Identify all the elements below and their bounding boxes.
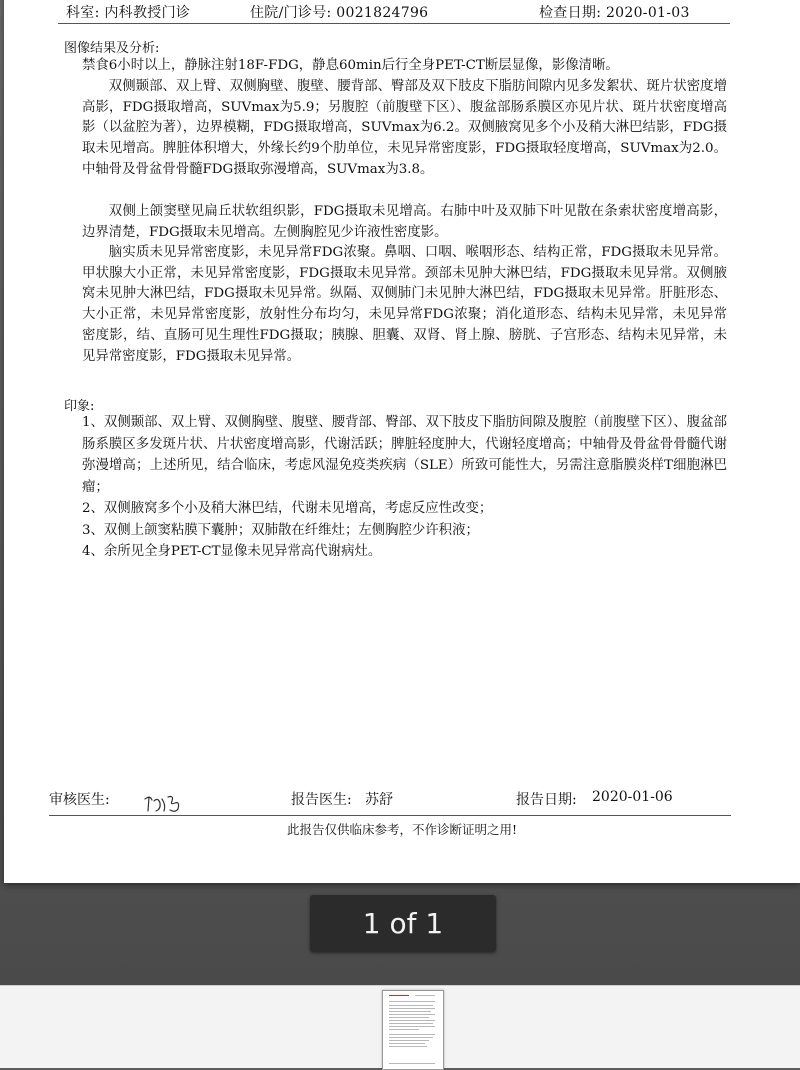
report-date: 2020-01-06 xyxy=(592,789,673,805)
report-date-label: 报告日期: xyxy=(516,792,577,808)
reviewer-label: 审核医生: xyxy=(49,792,110,808)
disclaimer-text: 此报告仅供临床参考，不作诊断证明之用! xyxy=(286,822,518,837)
thumbnail-strip xyxy=(0,985,800,1068)
impression-item: 3、双侧上颌窦粘膜下囊肿；双肺散在纤维灶；左侧胸腔少许积液； xyxy=(82,522,479,538)
findings-title: 图像结果及分析: xyxy=(64,41,160,56)
findings-paragraph: 双侧颞部、双上臂、双侧胸壁、腹壁、腰背部、臀部及双下肢皮下脂肪间隙内见多发絮状、斑片状密度增高影，FDG摄取增高，SUVmax为5.9；另腹腔（前腹壁下区）、腹盆部肠系膜区亦见片状、斑片状密度增高影（以盆腔为著），边界模糊，FDG摄取增高，SUVmax为6.2。双侧腋窝见多个小及稍大淋巴结影，FDG摄取未见增高。脾脏体积增大，外缘长约9个肋单位，未见异常密度影，FDG摄取轻度增高，SUVmax为2.0。中轴骨及骨盆骨骨髓FDG摄取弥漫增高，SUVmax为3.8。 xyxy=(82,79,727,177)
page-thumbnail[interactable] xyxy=(382,990,444,1070)
reporter-name: 苏舒 xyxy=(365,792,393,808)
report-page xyxy=(4,0,800,883)
header-divider xyxy=(58,23,730,24)
impression-item: 2、双侧腋窝多个小及稍大淋巴结，代谢未见增高，考虑反应性改变； xyxy=(82,501,493,516)
findings-paragraph: 双侧上颌窦壁见扁丘状软组织影，FDG摄取未见增高。右肺中叶及双肺下叶见散在条索状密度增高影，边界清楚，FDG摄取未见增高。左侧胸腔见少许液性密度影。 xyxy=(82,204,727,240)
reporter-label: 报告医生: xyxy=(291,792,352,808)
findings-paragraph: 禁食6小时以上，静脉注射18F-FDG，静息60min后行全身PET-CT断层显像，影像清晰。 xyxy=(82,58,619,73)
impression-item: 1、双侧颞部、双上臂、双侧胸壁、腹壁、腰背部、臀部、双下肢皮下脂肪间隙及腹腔（前腹壁下区）、腹盆部肠系膜区多发斑片状、片状密度增高影，代谢活跃；脾脏轻度肿大，代谢轻度增高；中轴骨及骨盆骨骨髓代谢弥漫增高；上述所见，结合临床，考虑风湿免疫类疾病（SLE）所致可能性大，另需注意脂膜炎样T细胞淋巴瘤； xyxy=(82,415,727,495)
exam-date-label: 检查日期: 2020-01-03 xyxy=(539,5,690,21)
reviewer-handwritten-signature xyxy=(142,791,184,815)
impression-title: 印象: xyxy=(64,399,95,414)
impression-list xyxy=(82,412,727,563)
impression-item: 4、余所见全身PET-CT显像未见异常高代谢病灶。 xyxy=(82,544,382,559)
page-indicator: 1 of 1 xyxy=(310,895,496,952)
footer-divider xyxy=(49,815,731,816)
patient-id-label: 住院/门诊号: 0021824796 xyxy=(250,5,429,21)
department-label: 科室: 内科教授门诊 xyxy=(66,5,191,21)
findings-paragraph: 脑实质未见异常密度影，未见异常FDG浓聚。鼻咽、口咽、喉咽形态、结构正常，FDG摄取未见异常。甲状腺大小正常，未见异常密度影，FDG摄取未见异常。颈部未见肿大淋巴结，FDG摄取未见异常。双侧腋窝未见肿大淋巴结，FDG摄取未见异常。纵隔、双侧肺门未见肿大淋巴结，FDG摄取未见异常。肝脏形态、大小正常，未见异常密度影，放射性分布均匀，未见异常FDG浓聚；消化道形态、结构未见异常，未见异常密度影，结、直肠可见生理性FDG摄取；胰腺、胆囊、双肾、肾上腺、膀胱、子宫形态、结构未见异常，未见异常密度影，FDG摄取未见异常。 xyxy=(82,245,727,364)
